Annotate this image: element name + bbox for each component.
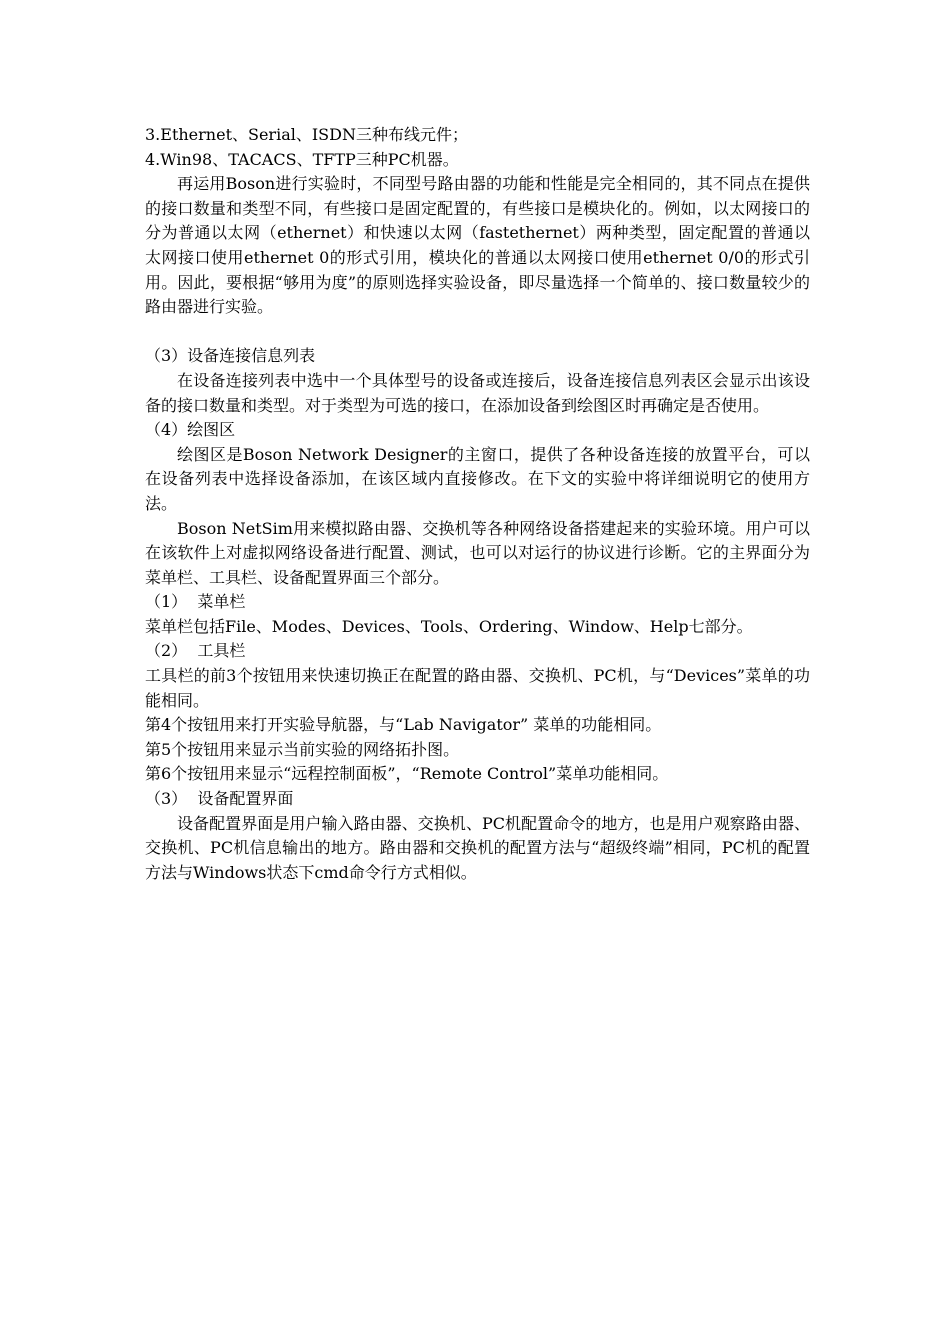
heading-device-config: （3） 设备配置界面 — [145, 789, 294, 809]
list-item-cabling: 3.Ethernet、Serial、ISDN三种布线元件； — [145, 125, 468, 144]
paragraph-drawing-area: 绘图区是Boson Network Designer的主窗口，提供了各种设备连接的放置平台，可以在设备列表中选择设备添加，在该区域内直接修改。在下文的实验中将详细说明它的使用方法。 — [145, 444, 810, 513]
paragraph-toolbar-first-three: 工具栏的前3个按钮用来快速切换正在配置的路由器、交换机、PC机，与“Devices”菜单的功能相同。 — [145, 666, 810, 710]
paragraph-toolbar-fifth: 第5个按钮用来显示当前实验的网络拓扑图。 — [145, 739, 460, 759]
paragraph-boson-interfaces: 再运用Boson进行实验时，不同型号路由器的功能和性能是完全相同的，其不同点在提供的接口数量和类型不同，有些接口是固定配置的，有些接口是模块化的。例如，以太网接口的分为普通以太网（ethernet）和快速以太网（fastethernet）两种类型，固定配置的普通以太网接口使用ethernet 0的形式引用，模块化的普通以太网接口使用ethernet 0/0的形式引用。因此，要根据“够用为度”的原则选择实验设备，即尽量选择一个简单的、接口数量较少的路由器进行实验。 — [145, 174, 810, 317]
paragraph-menu-bar: 菜单栏包括File、Modes、Devices、Tools、Ordering、Window、Help七部分。 — [145, 616, 753, 636]
paragraph-boson-netsim: Boson NetSim用来模拟路由器、交换机等各种网络设备搭建起来的实验环境。用户可以在该软件上对虚拟网络设备进行配置、测试，也可以对运行的协议进行诊断。它的主界面分为菜单栏、工具栏、设备配置界面三个部分。 — [145, 518, 810, 587]
heading-toolbar: （2） 工具栏 — [145, 641, 246, 661]
heading-device-connection-info: （3）设备连接信息列表 — [145, 346, 316, 366]
paragraph-toolbar-sixth: 第6个按钮用来显示“远程控制面板”，“Remote Control”菜单功能相同。 — [145, 764, 669, 784]
blank-line — [145, 320, 810, 345]
paragraph-device-connection-info: 在设备连接列表中选中一个具体型号的设备或连接后，设备连接信息列表区会显示出该设备的接口数量和类型。对于类型为可选的接口，在添加设备到绘图区时再确定是否使用。 — [145, 370, 810, 415]
paragraph-toolbar-fourth: 第4个按钮用来打开实验导航器，与“Lab Navigator” 菜单的功能相同。 — [145, 715, 662, 735]
paragraph-device-config: 设备配置界面是用户输入路由器、交换机、PC机配置命令的地方，也是用户观察路由器、交换机、PC机信息输出的地方。路由器和交换机的配置方法与“超级终端”相同，PC机的配置方法与Windows状态下cmd命令行方式相似。 — [145, 813, 810, 882]
document-page — [145, 123, 810, 885]
list-item-pc-machines: 4.Win98、TACACS、TFTP三种PC机器。 — [145, 149, 459, 169]
heading-drawing-area: （4）绘图区 — [145, 420, 236, 440]
heading-menu-bar: （1） 菜单栏 — [145, 592, 246, 612]
